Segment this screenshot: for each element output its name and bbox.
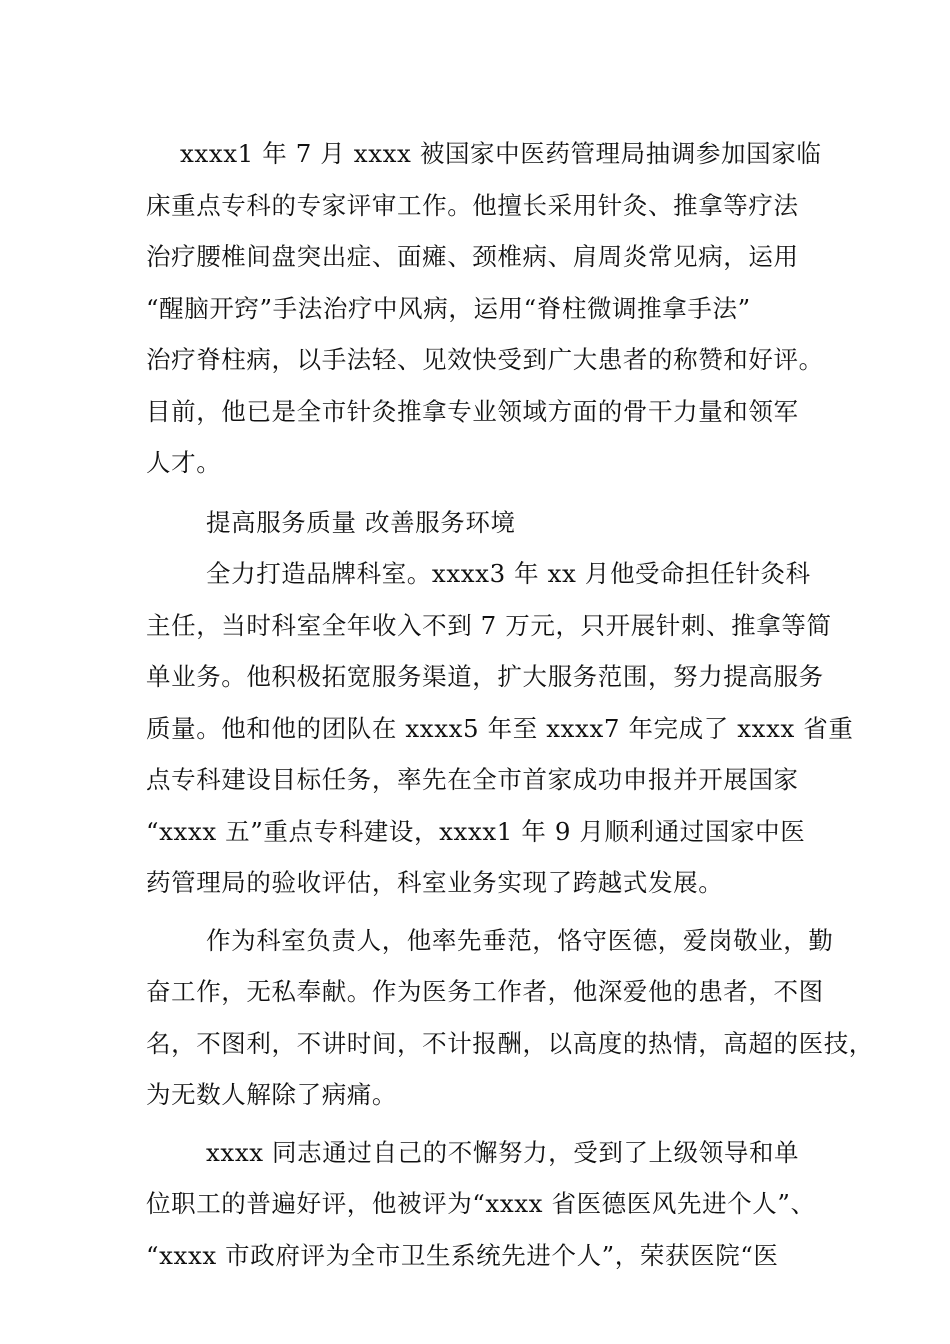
text-line: 名，不图利，不讲时间，不计报酬，以高度的热情，高超的医技，	[146, 1028, 874, 1058]
text-line: 床重点专科的专家评审工作。他擅长采用针灸、推拿等疗法	[146, 190, 799, 220]
text-line: 全力打造品牌科室。xxxx3 年 xx 月他受命担任针灸科	[206, 559, 811, 588]
text-line: 点专科建设目标任务，率先在全市首家成功申报并开展国家	[146, 765, 799, 794]
section-heading: 提高服务质量 改善服务环境	[206, 507, 516, 537]
paragraph-4	[146, 1127, 816, 1282]
text-line: 质量。他和他的团队在 xxxx5 年至 xxxx7 年完成了 xxxx 省重	[146, 713, 854, 743]
paragraph-2	[146, 548, 854, 909]
text-line: 目前，他已是全市针灸推拿专业领域方面的骨干力量和领军	[146, 396, 799, 426]
text-line: 作为科室负责人，他率先垂范，恪守医德，爱岗敬业，勤	[206, 925, 834, 955]
text-line: 单业务。他积极拓宽服务渠道，扩大服务范围，努力提高服务	[146, 662, 824, 691]
text-line: “醒脑开窍”手法治疗中风病，运用“脊柱微调推拿手法”	[146, 293, 751, 323]
text-line: 位职工的普遍好评，他被评为“xxxx 省医德医风先进个人”、	[146, 1189, 816, 1218]
text-line: 为无数人解除了病痛。	[146, 1080, 397, 1109]
text-line: 治疗脊柱病，以手法轻、见效快受到广大患者的称赞和好评。	[146, 345, 824, 374]
paragraph-3	[146, 915, 874, 1121]
text-line: 人才。	[146, 448, 222, 477]
text-line: 药管理局的验收评估，科室业务实现了跨越式发展。	[146, 868, 724, 897]
paragraph-1	[146, 128, 824, 489]
text-line: “xxxx 市政府评为全市卫生系统先进个人”，荣获医院“医	[146, 1240, 779, 1270]
document-body	[146, 128, 874, 1281]
text-line: 主任，当时科室全年收入不到 7 万元，只开展针刺、推拿等简	[146, 610, 832, 640]
text-line: “xxxx 五”重点专科建设，xxxx1 年 9 月顺利通过国家中医	[146, 816, 806, 846]
text-line: xxxx 同志通过自己的不懈努力，受到了上级领导和单	[206, 1137, 800, 1167]
text-line: 治疗腰椎间盘突出症、面瘫、颈椎病、肩周炎常见病，运用	[146, 242, 799, 271]
text-line: 奋工作，无私奉献。作为医务工作者，他深爱他的患者，不图	[146, 977, 824, 1006]
text-line: xxxx1 年 7 月 xxxx 被国家中医药管理局抽调参加国家临	[180, 139, 822, 168]
